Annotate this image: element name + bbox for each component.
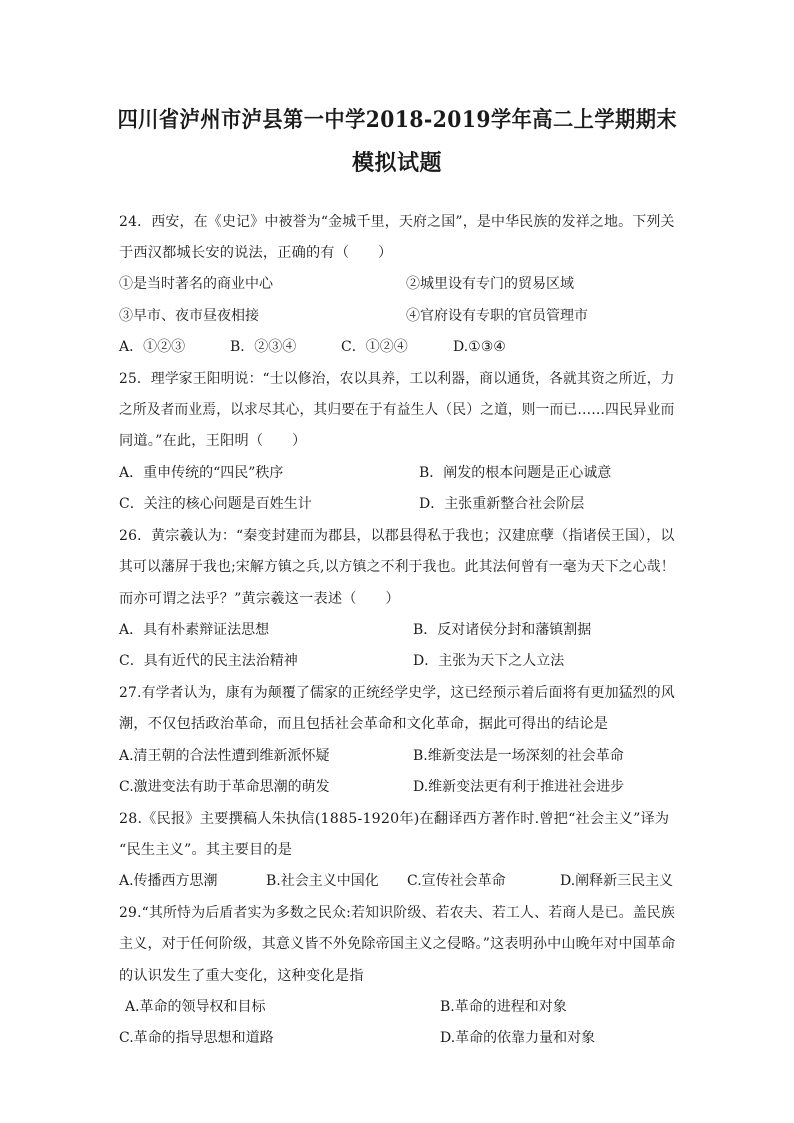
option-a: A.清王朝的合法性遭到维新派怀疑	[119, 748, 330, 764]
question-stem-line: 于西汉都城长安的说法，正确的有（ ）	[119, 245, 393, 261]
question-stem-line: 主义，对于任何阶级，其意义皆不外免除帝国主义之侵略。”这表明孙中山晚年对中国革命	[119, 936, 676, 952]
question-stem-line: 26．黄宗羲认为：“秦变封建而为郡县，以郡县得私于我也；汉建庶孽（指诸侯王国），以	[119, 528, 675, 544]
question-stem-line: 25．理学家王阳明说：“士以修治，农以具养，工以利器，商以通货，各就其资之所近，力	[119, 371, 675, 387]
option-b: B．②③④	[230, 339, 297, 355]
statement-2: ②城里设有专门的贸易区域	[406, 276, 574, 292]
option-b: B.革命的进程和对象	[440, 999, 567, 1015]
option-c: C.激进变法有助于革命思潮的萌发	[119, 779, 330, 795]
option-d: D．主张重新整合社会阶层	[419, 496, 585, 512]
question-stem-line: 28.《民报》主要撰稿人朱执信(1885-1920年)在翻译西方著作时.曾把“社会主义”译为	[119, 811, 670, 827]
option-b: B．反对诸侯分封和藩镇割据	[413, 622, 592, 638]
option-a: A.革命的领导权和目标	[125, 999, 266, 1015]
option-a: A．①②③	[119, 339, 186, 355]
statement-4: ④官府设有专职的官员管理市	[406, 308, 588, 324]
question-stem-line: 24．西安，在《史记》中被誉为“金城千里，天府之国”，是中华民族的发祥之地。下列关	[119, 214, 675, 230]
option-a: A．具有朴素辩证法思想	[119, 622, 270, 638]
option-d: D.①③④	[453, 339, 506, 355]
option-a: A．重申传统的“四民”秩序	[119, 465, 284, 481]
option-d: D.维新变法更有利于推进社会进步	[413, 779, 625, 795]
question-stem-line: 同道。”在此，王阳明（ ）	[119, 433, 307, 449]
option-a: A.传播西方思潮	[119, 873, 218, 889]
option-c: C．①②④	[341, 339, 408, 355]
option-d: D．主张为天下之人立法	[413, 653, 565, 669]
option-b: B.社会主义中国化	[266, 873, 379, 889]
option-d: D.阐释新三民主义	[560, 873, 674, 889]
page-title: 四川省泸州市泸县第一中学2018-2019学年高二上学期期末	[117, 107, 677, 133]
option-b: B．阐发的根本问题是正心诚意	[419, 465, 612, 481]
question-stem-line: 27.有学者认为，康有为颠覆了儒家的正统经学史学，这已经预示着后面将有更加猛烈的风	[119, 685, 675, 701]
statement-1: ①是当时著名的商业中心	[119, 276, 273, 292]
question-stem-line: 的认识发生了重大变化，这种变化是指	[119, 968, 364, 984]
page-subtitle: 模拟试题	[351, 150, 442, 176]
question-stem-line: 潮，不仅包括政治革命，而且包括社会革命和文化革命，据此可得出的结论是	[119, 716, 609, 732]
option-c: C.宣传社会革命	[407, 873, 506, 889]
option-b: B.维新变法是一场深刻的社会革命	[413, 748, 624, 764]
question-stem-line: “民生主义”。其主要目的是	[119, 842, 293, 858]
option-c: C．具有近代的民主法治精神	[119, 653, 298, 669]
option-c: C．关注的核心问题是百姓生计	[119, 496, 312, 512]
statement-3: ③早市、夜市昼夜相接	[119, 308, 259, 324]
question-stem-line: 29.“其所恃为后盾者实为多数之民众:若知识阶级、若农夫、若工人、若商人是已。盖民族	[119, 905, 675, 921]
question-stem-line: 之所及者而业焉，以求尽其心，其归要在于有益生人（民）之道，则一而已……四民异业而	[119, 402, 675, 418]
question-stem-line: 而亦可谓之法乎？”黄宗羲这一表述（ ）	[119, 591, 400, 607]
question-stem-line: 其可以藩屏于我也;宋解方镇之兵,以方镇之不利于我也。此其法何曾有一毫为天下之心哉！	[119, 559, 675, 575]
option-d: D.革命的依靠力量和对象	[440, 1030, 596, 1046]
option-c: C.革命的指导思想和道路	[119, 1030, 274, 1046]
